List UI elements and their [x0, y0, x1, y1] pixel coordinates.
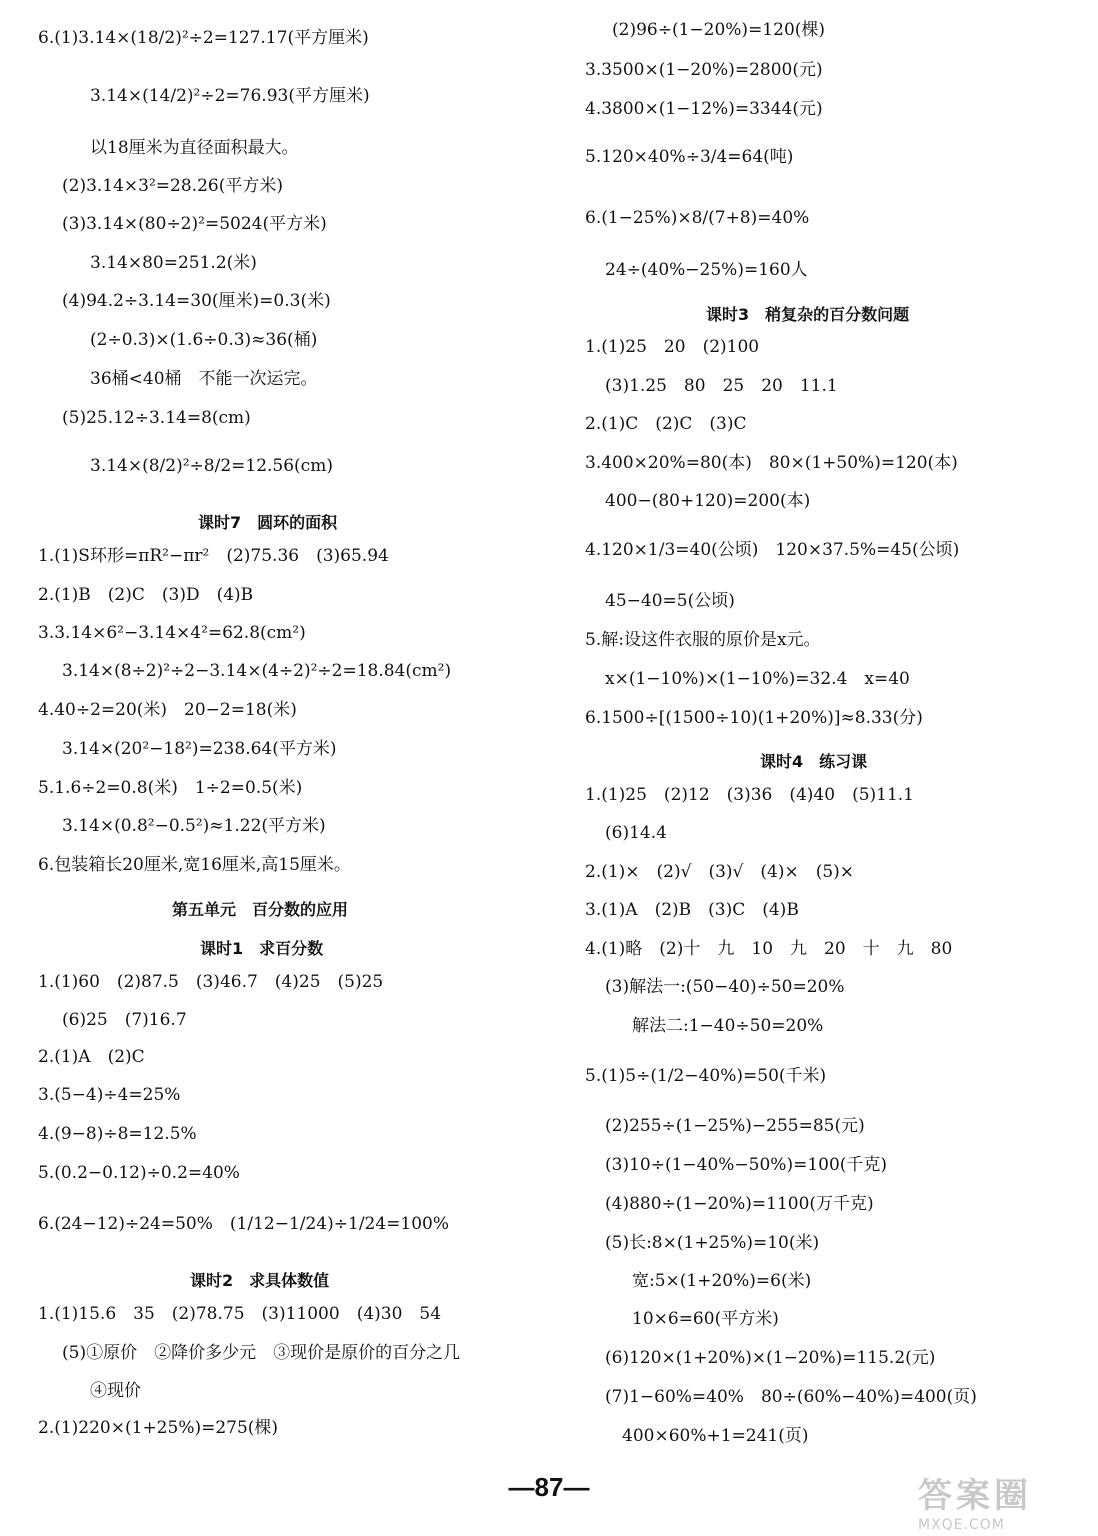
watermark-url: MXQE.COM	[918, 1517, 1005, 1533]
answer-line: 以18厘米为直径面积最大。	[90, 138, 299, 158]
section-heading: 课时3 稍复杂的百分数问题	[706, 305, 910, 324]
answer-line: 10×6=60(平方米)	[632, 1309, 779, 1329]
answer-line: 4.120×1/3=40(公顷) 120×37.5%=45(公顷)	[585, 540, 960, 560]
answer-line: 解法二:1−40÷50=20%	[632, 1016, 824, 1036]
answer-line: 2.(1)B (2)C (3)D (4)B	[38, 585, 254, 605]
answer-line: 宽:5×(1+20%)=6(米)	[632, 1271, 812, 1291]
answer-line: 3.14×80=251.2(米)	[90, 253, 257, 273]
answer-line: 3.3.14×6²−3.14×4²=62.8(cm²)	[38, 623, 306, 643]
answer-line: 45−40=5(公顷)	[605, 591, 735, 611]
answer-line: 1.(1)25 (2)12 (3)36 (4)40 (5)11.1	[585, 785, 915, 805]
watermark	[918, 1468, 1088, 1533]
answer-line: 3.(5−4)÷4=25%	[38, 1085, 181, 1105]
answer-line: 5.(1)5÷(1/2−40%)=50(千米)	[585, 1066, 827, 1086]
answer-line: (2)96÷(1−20%)=120(棵)	[612, 20, 826, 40]
answer-line: 3.(1)A (2)B (3)C (4)B	[585, 900, 799, 920]
answer-line: 4.40÷2=20(米) 20−2=18(米)	[38, 700, 297, 720]
answer-line: (7)1−60%=40% 80÷(60%−40%)=400(页)	[605, 1387, 977, 1407]
answer-line: 3.14×(20²−18²)=238.64(平方米)	[62, 739, 337, 759]
answer-line: 5.120×40%÷3/4=64(吨)	[585, 147, 794, 167]
section-heading: 课时1 求百分数	[200, 939, 324, 958]
answer-line: 2.(1)A (2)C	[38, 1047, 145, 1067]
answer-line: (6)25 (7)16.7	[62, 1010, 187, 1030]
answer-line: 1.(1)S环形=πR²−πr² (2)75.36 (3)65.94	[38, 546, 389, 566]
answer-line: (6)120×(1+20%)×(1−20%)=115.2(元)	[605, 1348, 936, 1368]
answer-line: 6.1500÷[(1500÷10)(1+20%)]≈8.33(分)	[585, 708, 923, 728]
answer-line: 1.(1)15.6 35 (2)78.75 (3)11000 (4)30 54	[38, 1304, 442, 1324]
answer-line: 6.(1−25%)×8/(7+8)=40%	[585, 208, 810, 228]
answer-line: 6.(1)3.14×(18/2)²÷2=127.17(平方厘米)	[38, 28, 369, 48]
answer-line: (4)880÷(1−20%)=1100(万千克)	[605, 1194, 874, 1214]
answer-line: (4)94.2÷3.14=30(厘米)=0.3(米)	[62, 291, 331, 311]
answer-line: 4.(9−8)÷8=12.5%	[38, 1124, 197, 1144]
watermark-text: 答案圈	[918, 1476, 1032, 1516]
answer-line: 400×60%+1=241(页)	[622, 1426, 809, 1446]
section-heading: 课时4 练习课	[760, 752, 868, 771]
answer-line: (2÷0.3)×(1.6÷0.3)≈36(桶)	[90, 330, 318, 350]
answer-line: (3)解法一:(50−40)÷50=20%	[605, 977, 845, 997]
answer-line: 3.14×(8/2)²÷8/2=12.56(cm)	[90, 456, 333, 476]
answer-line: 3.14×(14/2)²÷2=76.93(平方厘米)	[90, 86, 370, 106]
unit-heading: 第五单元 百分数的应用	[172, 900, 349, 919]
answer-line: 1.(1)25 20 (2)100	[585, 337, 760, 357]
answer-line: (6)14.4	[605, 823, 667, 843]
answer-line: 24÷(40%−25%)=160人	[605, 260, 808, 280]
answer-line: 2.(1)× (2)√ (3)√ (4)× (5)×	[585, 862, 855, 882]
answer-line: (3)1.25 80 25 20 11.1	[605, 376, 838, 396]
answer-line: (5)①原价 ②降价多少元 ③现价是原价的百分之几	[62, 1343, 461, 1363]
answer-line: ④现价	[90, 1381, 141, 1401]
answer-line: 3.14×(8÷2)²÷2−3.14×(4÷2)²÷2=18.84(cm²)	[62, 661, 452, 681]
section-heading: 课时7 圆环的面积	[198, 513, 338, 532]
answer-line: (5)长:8×(1+25%)=10(米)	[605, 1233, 820, 1253]
answer-line: 3.14×(0.8²−0.5²)≈1.22(平方米)	[62, 816, 326, 836]
answer-line: 4.3800×(1−12%)=3344(元)	[585, 99, 823, 119]
answer-line: 6.包装箱长20厘米,宽16厘米,高15厘米。	[38, 855, 351, 875]
answer-line: 400−(80+120)=200(本)	[605, 491, 811, 511]
answer-line: (5)25.12÷3.14=8(cm)	[62, 408, 251, 428]
answer-line: (3)3.14×(80÷2)²=5024(平方米)	[62, 214, 327, 234]
answer-line: 5.1.6÷2=0.8(米) 1÷2=0.5(米)	[38, 778, 303, 798]
answer-line: 5.解:设这件衣服的原价是x元。	[585, 630, 821, 650]
answer-line: 3.400×20%=80(本) 80×(1+50%)=120(本)	[585, 453, 958, 473]
answer-line: 1.(1)60 (2)87.5 (3)46.7 (4)25 (5)25	[38, 972, 384, 992]
answer-line: 5.(0.2−0.12)÷0.2=40%	[38, 1163, 240, 1183]
answer-line: (2)255÷(1−25%)−255=85(元)	[605, 1116, 865, 1136]
answer-line: 2.(1)220×(1+25%)=275(棵)	[38, 1418, 279, 1438]
section-heading: 课时2 求具体数值	[190, 1271, 330, 1290]
answer-line: (2)3.14×3²=28.26(平方米)	[62, 176, 283, 196]
answer-line: 4.(1)略 (2)十 九 10 九 20 十 九 80	[585, 939, 953, 959]
answer-line: x×(1−10%)×(1−10%)=32.4 x=40	[605, 669, 910, 689]
answer-line: 2.(1)C (2)C (3)C	[585, 414, 747, 434]
answer-line: (3)10÷(1−40%−50%)=100(千克)	[605, 1155, 888, 1175]
answer-line: 3.3500×(1−20%)=2800(元)	[585, 60, 823, 80]
page-number: —87—	[508, 1472, 590, 1502]
answer-line: 6.(24−12)÷24=50% (1/12−1/24)÷1/24=100%	[38, 1214, 450, 1234]
answer-line: 36桶<40桶 不能一次运完。	[90, 369, 318, 389]
